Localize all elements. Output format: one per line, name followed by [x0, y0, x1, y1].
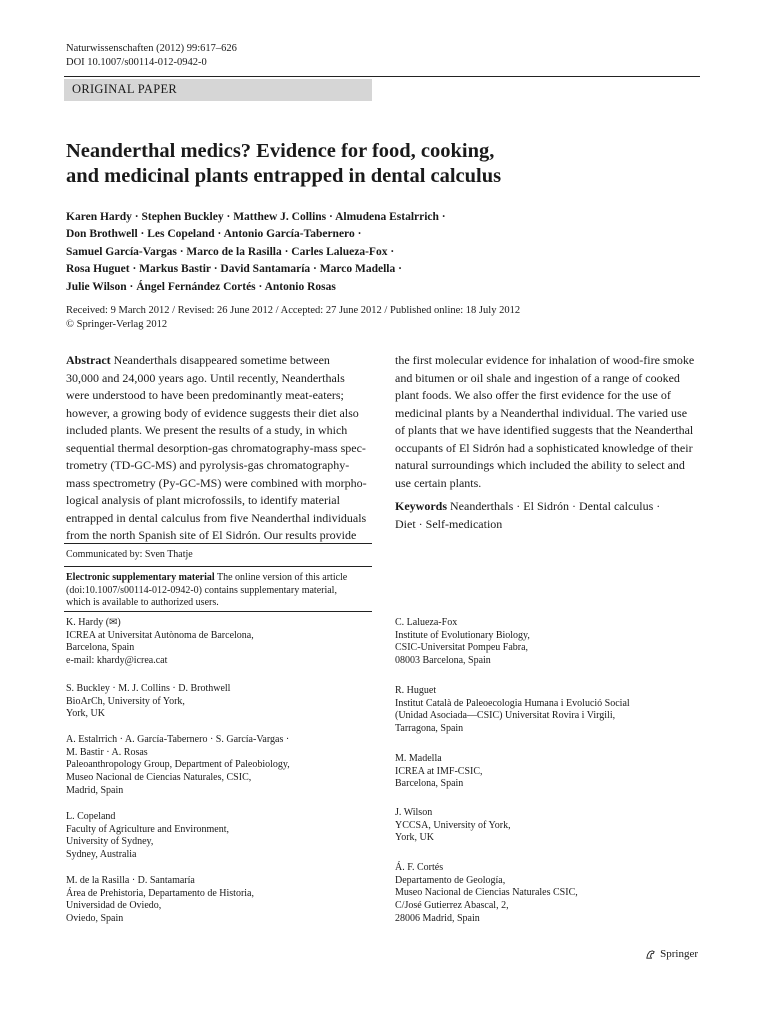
abstract-line: sequential thermal desorption-gas chromatography-mass spec- — [66, 440, 366, 455]
esm-heading: Electronic supplementary material — [66, 572, 215, 583]
abstract-line: 30,000 and 24,000 years ago. Until recently, Neanderthals — [66, 370, 345, 385]
affiliation: M. de la Rasilla · D. Santamaría Área de Prehistoria, Departamento de Historia, Universidad de Oviedo, Oviedo, Spain — [66, 875, 254, 925]
section-label: ORIGINAL PAPER — [72, 82, 178, 96]
abstract-line: use certain plants. — [395, 475, 482, 490]
affiliation: Á. F. Cortés Departamento de Geología, Museo Nacional de Ciencias Naturales CSIC, C/José Gutierrez Abascal, 2, 28006 Madrid, Spain — [395, 862, 578, 924]
header-rule — [64, 76, 700, 77]
abstract-line: however, a growing body of evidence suggests their diet also — [66, 405, 359, 420]
communicated-by: Communicated by: Sven Thatje — [66, 549, 193, 560]
keywords-line-1: Neanderthals · El Sidrón · Dental calculus · — [447, 499, 661, 513]
esm-line: which is available to authorized users. — [66, 597, 219, 609]
keywords-heading: Keywords — [395, 499, 447, 513]
abstract-left-column — [66, 352, 372, 545]
affiliation: C. Lalueza-Fox Institute of Evolutionary Biology, CSIC-Universitat Pompeu Fabra, 08003 Barcelona, Spain — [395, 617, 530, 667]
journal-citation: Naturwissenschaften (2012) 99:617–626 — [66, 43, 237, 54]
abstract-heading: Abstract — [66, 353, 111, 367]
affiliation: S. Buckley · M. J. Collins · D. Brothwell BioArCh, University of York, York, UK — [66, 683, 231, 720]
affiliation: A. Estalrrich · A. García-Tabernero · S. García-Vargas · M. Bastir · A. Rosas Paleoanthropology Group, Department of Paleobiology, Museo Nacional de Ciencias Naturales, CSIC, Madrid, Spain — [66, 734, 290, 796]
footnote-rule — [64, 543, 372, 544]
affiliation: K. Hardy (✉) ICREA at Universitat Autònoma de Barcelona, Barcelona, Spain e-mail: khardy@icrea.cat — [66, 617, 254, 667]
affiliation: L. Copeland Faculty of Agriculture and Environment, University of Sydney, Sydney, Australia — [66, 811, 230, 861]
abstract-line: the first molecular evidence for inhalation of wood-fire smoke — [395, 353, 695, 367]
abstract-line: medicinal plants by a Neanderthal individual. The varied use — [395, 405, 688, 420]
affiliation: J. Wilson YCCSA, University of York, York, UK — [395, 807, 511, 844]
copyright: © Springer-Verlag 2012 — [66, 318, 168, 330]
author-line: Samuel García-Vargas · Marco de la Rasilla · Carles Lalueza-Fox · — [66, 245, 395, 258]
esm-line: (doi:10.1007/s00114-012-0942-0) contains supplementary material, — [66, 584, 337, 596]
publisher-logo — [645, 948, 698, 960]
abstract-line: logical analysis of plant microfossils, to identify material — [66, 493, 340, 507]
abstract-line: entrapped in dental calculus from five Neanderthal individuals — [66, 510, 367, 525]
paper-title — [66, 139, 686, 189]
author-line: Don Brothwell · Les Copeland · Antonio García-Tabernero · — [66, 228, 362, 241]
springer-horse-icon — [645, 949, 656, 960]
history-dates: Received: 9 March 2012 / Revised: 26 June 2012 / Accepted: 27 June 2012 / Published online: 18 July 2012 — [66, 305, 521, 316]
affiliation: R. Huguet Institut Català de Paleoecologia Humana i Evolució Social (Unidad Asociada—CSIC) Universitat Rovira i Virgili, Tarragona, Spain — [395, 685, 630, 735]
author-line: Julie Wilson · Ángel Fernández Cortés · Antonio Rosas — [66, 280, 336, 293]
doi: DOI 10.1007/s00114-012-0942-0 — [66, 57, 207, 68]
abstract-line: were understood to have been predominantly meat-eaters; — [66, 388, 344, 402]
title-line-1: Neanderthal medics? Evidence for food, cooking, — [66, 140, 495, 162]
footnote-rule — [64, 611, 372, 612]
abstract-line: included plants. We present the results of a study, in which — [66, 423, 348, 437]
author-list — [66, 209, 706, 296]
keywords-line-2: Diet · Self-medication — [395, 516, 503, 531]
title-line-2: and medicinal plants entrapped in dental calculus — [66, 165, 502, 187]
abstract-line: mass spectrometry (Py-GC-MS) were combined with morpho- — [66, 475, 367, 490]
author-line: Karen Hardy · Stephen Buckley · Matthew J. Collins · Almudena Estalrrich · — [66, 211, 446, 223]
abstract-right-column — [395, 352, 703, 492]
abstract-line: from the north Spanish site of El Sidrón. Our results provide — [66, 528, 357, 542]
publisher-name: Springer — [660, 948, 698, 960]
abstract-line: Abstract Neanderthals disappeared sometime between — [66, 353, 330, 367]
section-label-box — [64, 79, 372, 101]
publication-history — [66, 304, 726, 331]
abstract-line: occupants of El Sidrón had a sophisticated knowledge of their — [395, 440, 693, 455]
footnote-rule — [64, 566, 372, 567]
electronic-supplementary-material: Electronic supplementary material The online version of this article (doi:10.1007/s00114-012-0942-0) contains supplementary material, which is available to authorized users. — [66, 572, 376, 610]
abstract-line: plant foods. We also offer the first evidence for the use of — [395, 388, 671, 402]
author-line: Rosa Huguet · Markus Bastir · David Santamaría · Marco Madella · — [66, 263, 402, 276]
abstract-line: trometry (TD-GC-MS) and pyrolysis-gas chromatography- — [66, 458, 350, 472]
abstract-line: and bitumen or oil shale and ingestion of a range of cooked — [395, 370, 680, 385]
abstract-line: of plants that we have identified suggests that the Neanderthal — [395, 423, 694, 437]
abstract-line: natural surroundings which included the ability to select and — [395, 458, 685, 472]
affiliation: M. Madella ICREA at IMF-CSIC, Barcelona, Spain — [395, 753, 483, 790]
keywords — [395, 498, 703, 533]
